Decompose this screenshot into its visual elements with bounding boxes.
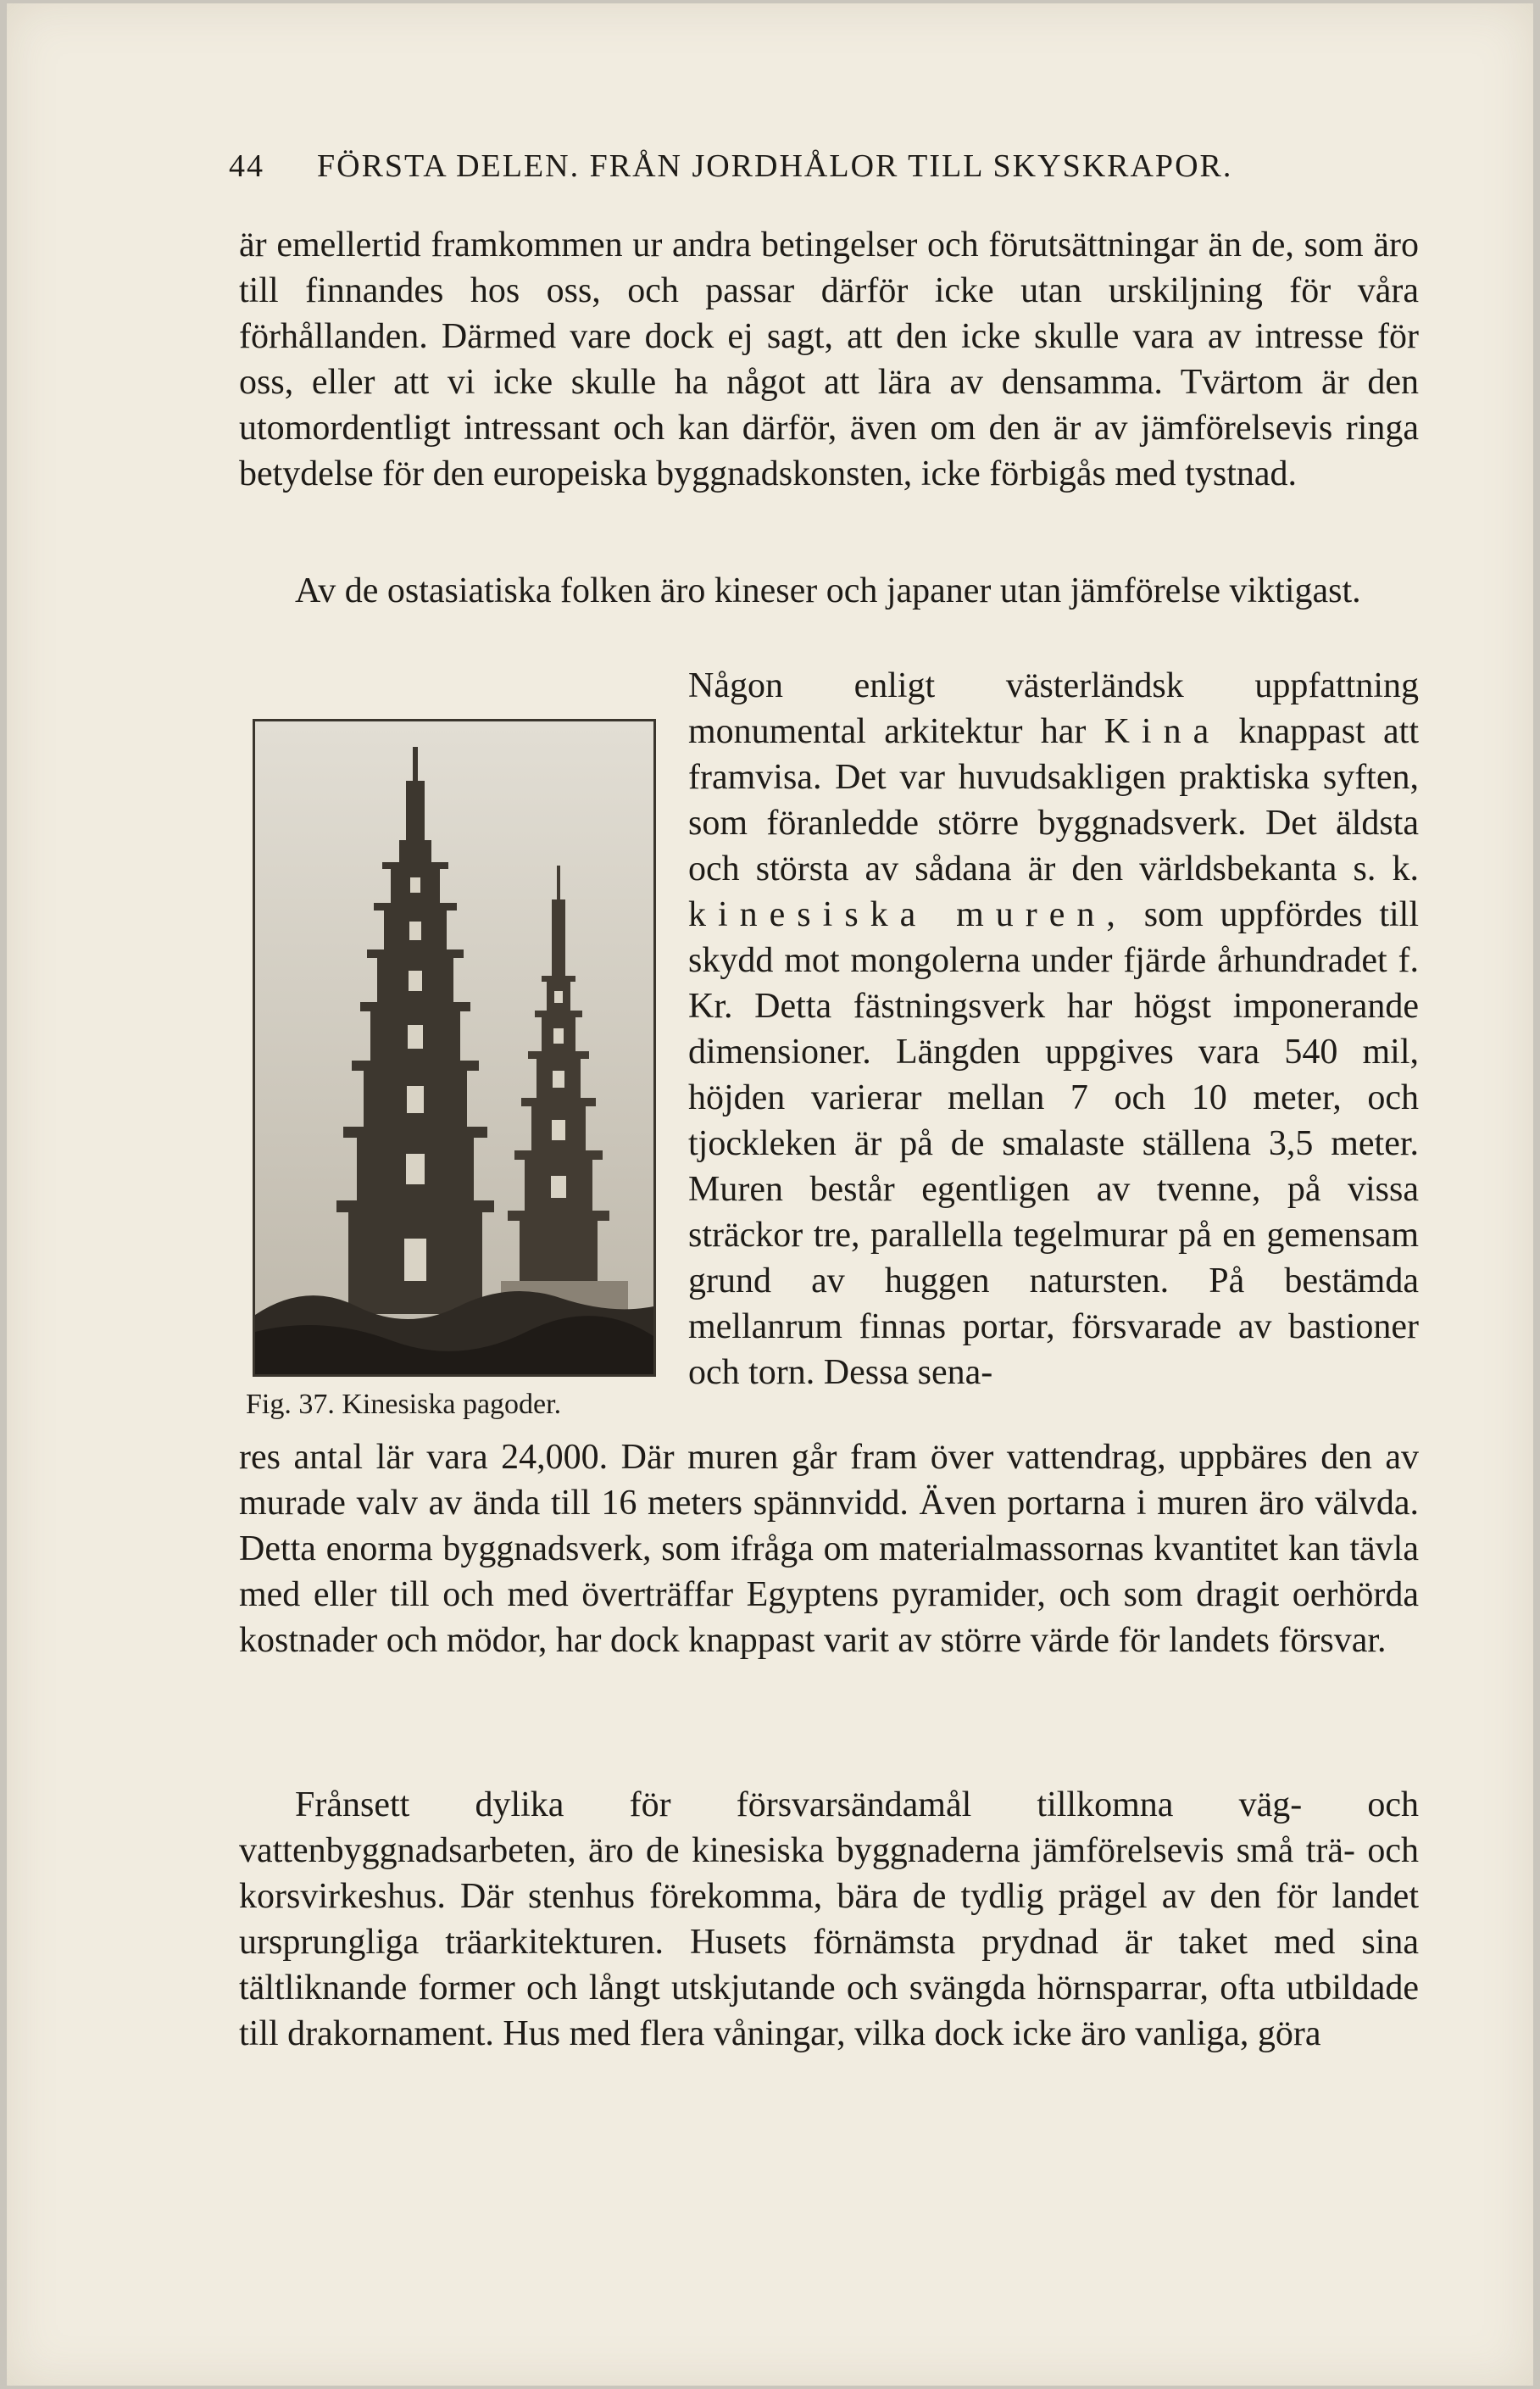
wrapped-text-column: [688, 663, 1419, 1395]
spaced-phrase-kinesiska-muren: kinesiska muren,: [688, 895, 1127, 934]
spaced-word-kina: Kina: [1104, 712, 1221, 751]
wrap-text-b: knappast att framvisa. Det var huvudsakligen praktiska syften, som föranledde större byggnadsverk. Det äldsta och största av sådana är den världsbekanta s. k.: [688, 712, 1420, 888]
running-title: FÖRSTA DELEN. FRÅN JORDHÅLOR TILL SKYSKRAPOR.: [317, 148, 1233, 184]
figure-image-pagodas: [253, 719, 656, 1377]
paragraph-4-text: Frånsett dylika för försvarsändamål tillkomna väg- och vattenbyggnadsarbeten, äro de kinesiska byggnaderna jämförelsevis små trä- och korsvirkeshus. Där stenhus förekomma, bära de tydlig prägel av den för landet ursprungliga träarkitekturen. Husets förnämsta prydnad är taket med sina tältliknande former och långt utskjutande och svängda hörnsparrar, ofta utbildade till drakornament. Hus med flera våningar, vilka dock icke äro vanliga, göra: [239, 1785, 1419, 2053]
figure-caption: Fig. 37. Kinesiska pagoder.: [246, 1389, 562, 1420]
wrap-text-a: Någon enligt västerländsk uppfattning monumental arkitektur har: [688, 666, 1419, 751]
paragraph-3: [239, 1434, 1419, 1663]
book-page: [7, 3, 1533, 2386]
paragraph-1: [239, 222, 1419, 497]
page-number: 44: [229, 148, 264, 184]
paragraph-2-lead-text: Av de ostasiatiska folken äro kineser och japaner utan jämförelse viktigast.: [295, 571, 1361, 610]
figure-wrap-section: [239, 663, 1419, 1434]
paragraph-3-text: res antal lär vara 24,000. Där muren går fram över vattendrag, uppbäres den av murade valv av ända till 16 meters spännvidd. Även portarna i muren äro välvda. Detta enorma byggnadsverk, som ifråga om materialmassornas kvantitet kan tävla med eller till och med överträffar Egyptens pyramider, och som dragit oerhörda kostnader och mödor, har dock knappast varit av större värde för landets försvar.: [239, 1438, 1419, 1660]
pagoda-illustration: [255, 721, 653, 1374]
paragraph-2-lead: [239, 568, 1419, 614]
wrap-text-c: som uppfördes till skydd mot mongolerna under fjärde århundradet f. Kr. Detta fästningsverk har högst imponerande dimensioner. Längden uppgives vara 540 mil, höjden varierar mellan 7 och 10 meter, och tjockleken är på de smalaste ställena 3,5 meter. Muren består egentligen av tvenne, på vissa sträckor tre, parallella tegelmurar på en gemensam grund av huggen natursten. På bestämda mellanrum finnas portar, försvarade av bastioner och torn. Dessa sena-: [688, 895, 1419, 1392]
paragraph-1-text: är emellertid framkommen ur andra betingelser och förutsättningar än de, som äro till finnandes hos oss, och passar därför icke utan urskiljning för våra förhållanden. Därmed vare dock ej sagt, att den icke skulle vara av intresse för oss, eller att vi icke skulle ha något att lära av densamma. Tvärtom är den utomordentligt intressant och kan därför, även om den är av jämförelsevis ringa betydelse för den europeiska byggnadskonsten, icke förbigås med tystnad.: [239, 226, 1419, 493]
paragraph-4: [239, 1782, 1419, 2057]
running-header: [229, 148, 1432, 185]
